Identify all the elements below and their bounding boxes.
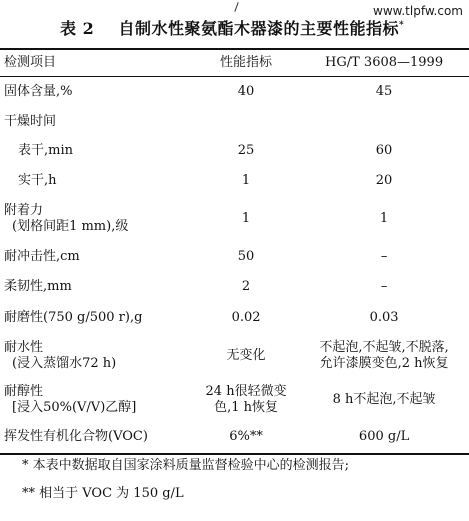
cell-item-sub: [浸入50%(V/V)乙醇] <box>12 399 137 415</box>
cell-standard-line-2: 允许漆膜变色,2 h恢复 <box>319 355 449 371</box>
cell-item: 挥发性有机化合物(VOC) <box>4 429 148 444</box>
footnotes <box>22 452 349 508</box>
cell-standard: 60 <box>375 142 393 158</box>
cell-standard: – <box>380 248 388 264</box>
cell-value: 0.02 <box>231 309 261 325</box>
footnote-2: ** 相当于 VOC 为 150 g/L <box>22 486 184 501</box>
cell-item: 耐磨性(750 g/500 r),g <box>4 309 143 325</box>
table-row <box>0 136 469 166</box>
table-header-area <box>0 0 469 40</box>
title-footnote-mark: * <box>399 20 405 31</box>
cell-item: 表干,min <box>18 142 73 158</box>
cell-value: 50 <box>237 248 255 264</box>
cell-value-line-2: 色,1 h恢复 <box>214 399 278 415</box>
cell-value: 40 <box>237 84 255 100</box>
table-row <box>0 166 469 196</box>
cell-value: 6%** <box>229 429 263 444</box>
cell-item: 干燥时间 <box>4 113 57 129</box>
cell-value: 1 <box>241 172 251 188</box>
cell-standard: 20 <box>375 172 393 188</box>
cell-standard: 600 g/L <box>358 429 410 444</box>
table-row <box>0 108 469 136</box>
performance-table <box>0 48 469 455</box>
cell-item <box>0 334 193 378</box>
cell-item-sub: (浸入蒸馏水72 h) <box>12 355 117 371</box>
cell-item-sub: (划格间距1 mm),级 <box>12 218 129 234</box>
table-row <box>0 422 469 454</box>
cell-standard: 0.03 <box>369 309 399 325</box>
cell-value: 无变化 <box>226 347 266 363</box>
table-row <box>0 77 469 108</box>
watermark: www.tlpfw.com <box>373 4 463 18</box>
table-row <box>0 196 469 242</box>
table-title <box>60 16 404 39</box>
table-number: 表 2 <box>60 19 95 38</box>
cell-item-main: 耐醇性 <box>4 383 44 399</box>
cell-item <box>0 378 193 422</box>
cell-standard: 8 h不起泡,不起皱 <box>332 391 436 407</box>
table-header-row <box>0 49 469 77</box>
cell-value <box>193 378 299 422</box>
cell-standard: 1 <box>379 210 389 226</box>
footnote-1: * 本表中数据取自国家涂料质量监督检验中心的检测报告; <box>22 458 350 473</box>
cell-item: 柔韧性,mm <box>4 278 72 294</box>
cell-item: 实干,h <box>18 172 57 188</box>
table-row <box>0 242 469 272</box>
cell-standard: – <box>380 278 388 294</box>
cell-value: 1 <box>241 210 251 226</box>
cell-value: 25 <box>237 142 255 158</box>
cell-standard <box>299 108 469 136</box>
table-row <box>0 302 469 334</box>
cell-value-line-1: 24 h很轻微变 <box>205 383 287 399</box>
table-row <box>0 272 469 302</box>
table-caption: 自制水性聚氨酯木器漆的主要性能指标 <box>118 19 400 38</box>
cell-standard: 45 <box>375 84 393 100</box>
header-item: 检测项目 <box>4 55 57 70</box>
cell-item <box>0 196 193 242</box>
cell-value: 2 <box>241 278 251 294</box>
header-value: 性能指标 <box>220 55 273 70</box>
cell-standard-line-1: 不起泡,不起皱,不脱落, <box>319 339 449 355</box>
cell-value <box>193 108 299 136</box>
table-row <box>0 334 469 378</box>
header-standard: HG/T 3608—1999 <box>325 55 444 70</box>
table-row <box>0 378 469 422</box>
cell-item-main: 附着力 <box>4 202 44 218</box>
cell-item: 固体含量,% <box>4 84 73 100</box>
cell-item-main: 耐水性 <box>4 339 44 355</box>
scan-mark <box>234 2 238 12</box>
cell-standard <box>299 334 469 378</box>
cell-item: 耐冲击性,cm <box>4 248 80 264</box>
